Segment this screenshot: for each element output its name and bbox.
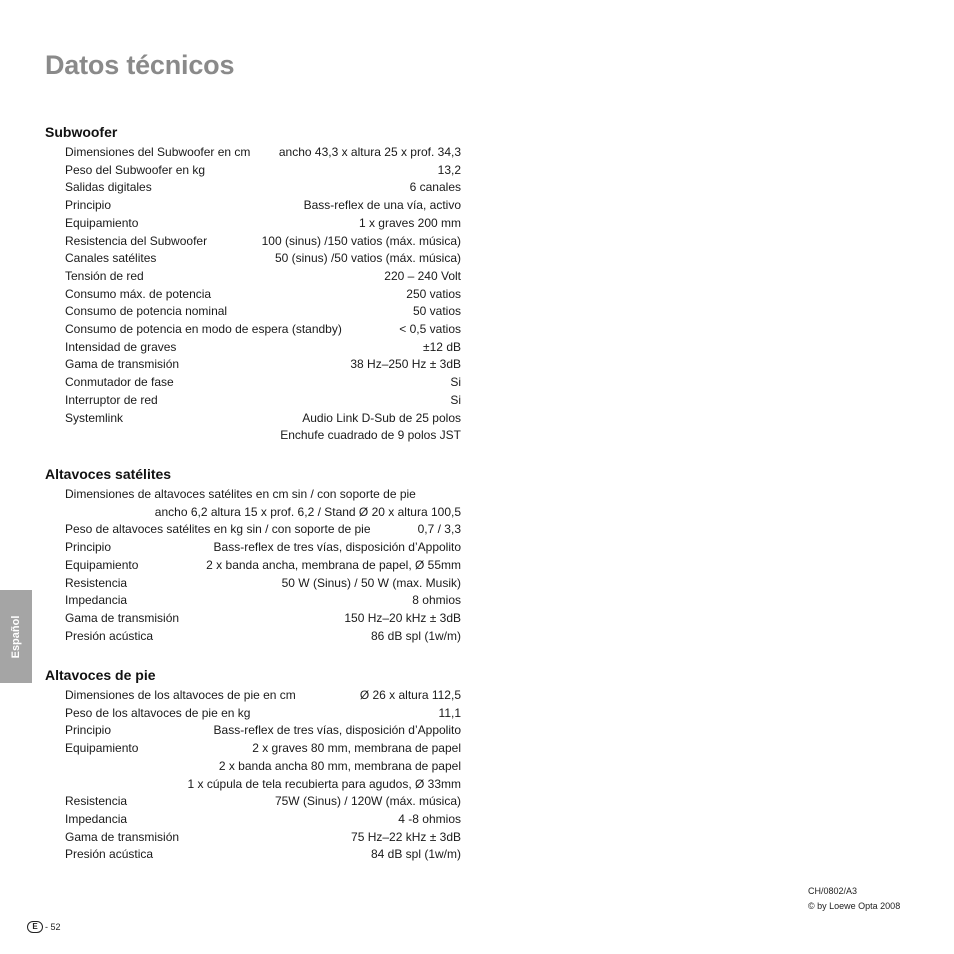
spec-row [65, 356, 461, 374]
spec-label: Resistencia [65, 794, 128, 809]
page-number: - 52 [45, 922, 61, 932]
spec-value: Enchufe cuadrado de 9 polos JST [280, 428, 461, 443]
satellites-section [45, 466, 465, 645]
spec-label: Conmutador de fase [65, 375, 174, 390]
spec-value: ancho 6,2 altura 15 x prof. 6,2 / Stand Ø 20 x altura 100,5 [154, 504, 461, 519]
spec-label: Equipamiento [65, 215, 139, 230]
spec-label: Consumo de potencia en modo de espera (standby) [65, 322, 342, 337]
spec-value: ±12 dB [423, 339, 461, 354]
spec-label: Canales satélites [65, 251, 157, 266]
footer-info [808, 884, 900, 914]
spec-value: 75W (Sinus) / 120W (máx. música) [274, 794, 461, 809]
spec-row [65, 250, 461, 268]
spec-value: Bass-reflex de tres vías, disposición d’Appolito [213, 540, 461, 555]
spec-row [65, 144, 461, 162]
spec-row [65, 610, 461, 628]
spec-row [65, 846, 461, 864]
spec-row [65, 793, 461, 811]
spec-value: Ø 26 x altura 112,5 [359, 688, 461, 702]
spec-label: Tensión de red [65, 268, 144, 283]
spec-value: 2 x banda ancha, membrana de papel, Ø 55mm [206, 557, 461, 572]
spec-row [65, 575, 461, 593]
spec-row [65, 339, 461, 357]
spec-label: Presión acústica [65, 847, 154, 862]
spec-value: 0,7 / 3,3 [417, 522, 461, 537]
spec-label: Gama de transmisión [65, 829, 180, 844]
spec-label: Intensidad de graves [65, 339, 177, 354]
spec-label: Dimensiones del Subwoofer en cm [65, 145, 251, 159]
spec-row [65, 286, 461, 304]
spec-row [65, 740, 461, 758]
floorstanding-spec-list [45, 687, 461, 864]
spec-value: 11,1 [438, 705, 461, 720]
spec-row [65, 557, 461, 575]
spec-row [65, 179, 461, 197]
spec-row [65, 811, 461, 829]
spec-label: Peso del Subwoofer en kg [65, 162, 206, 177]
spec-label: Principio [65, 723, 112, 738]
spec-value: 50 vatios [412, 304, 461, 319]
spec-label: Presión acústica [65, 628, 154, 643]
spec-value: 84 dB spl (1w/m) [370, 847, 461, 862]
spec-row [65, 705, 461, 723]
copyright: © by Loewe Opta 2008 [808, 901, 901, 911]
spec-value: 4 -8 ohmios [398, 811, 461, 826]
spec-value: 1 x graves 200 mm [358, 215, 461, 230]
spec-value: 50 (sinus) /50 vatios (máx. música) [274, 251, 461, 266]
spec-row [65, 197, 461, 215]
spec-row [65, 628, 461, 646]
spec-row [65, 303, 461, 321]
spec-value [438, 486, 461, 504]
spec-value: Si [450, 375, 461, 390]
spec-label: Dimensiones de los altavoces de pie en cm [65, 688, 296, 702]
spec-label: Interruptor de red [65, 392, 158, 407]
spec-value: 75 Hz–22 kHz ± 3dB [351, 829, 461, 844]
spec-label: Resistencia del Subwoofer [65, 233, 208, 248]
spec-value: 8 ohmios [412, 593, 461, 608]
spec-label: Equipamiento [65, 557, 139, 572]
spec-row [65, 776, 461, 794]
spec-value: Bass-reflex de tres vías, disposición d’Appolito [213, 723, 461, 738]
spec-label: Equipamiento [65, 741, 139, 756]
spec-value: Bass-reflex de una vía, activo [303, 198, 461, 213]
subwoofer-spec-list [45, 144, 461, 445]
spec-row [65, 215, 461, 233]
spec-label: Consumo de potencia nominal [65, 304, 228, 319]
spec-row [65, 427, 461, 445]
spec-value: 220 – 240 Volt [384, 268, 461, 283]
spec-value: 100 (sinus) /150 vatios (máx. música) [261, 233, 461, 248]
spec-row [65, 392, 461, 410]
spec-label: Principio [65, 198, 112, 213]
language-badge-icon: E [27, 921, 43, 933]
spec-value: 150 Hz–20 kHz ± 3dB [344, 610, 461, 625]
spec-value: 86 dB spl (1w/m) [370, 628, 461, 643]
language-label: Español [10, 615, 22, 658]
spec-row [65, 486, 461, 504]
spec-row [65, 722, 461, 740]
spec-row [65, 162, 461, 180]
floorstanding-section [45, 667, 465, 864]
spec-label: Resistencia [65, 575, 128, 590]
spec-value: 250 vatios [406, 286, 461, 301]
spec-value: ancho 43,3 x altura 25 x prof. 34,3 [278, 145, 461, 159]
spec-row [65, 592, 461, 610]
satellites-spec-list [45, 486, 461, 645]
spec-row [65, 504, 461, 522]
spec-label: Gama de transmisión [65, 610, 180, 625]
spec-row [65, 374, 461, 392]
spec-label: Gama de transmisión [65, 357, 180, 372]
spec-value: Audio Link D-Sub de 25 polos [302, 410, 461, 425]
spec-label: Principio [65, 540, 112, 555]
spec-value: 1 x cúpula de tela recubierta para agudos, Ø 33mm [187, 776, 461, 791]
subwoofer-section [45, 124, 465, 445]
subwoofer-heading: Subwoofer [45, 124, 118, 140]
spec-row [65, 829, 461, 847]
spec-value: 2 x banda ancha 80 mm, membrana de papel [218, 758, 461, 773]
spec-row [65, 321, 461, 339]
spec-label: Impedancia [65, 811, 128, 826]
spec-row [65, 758, 461, 776]
spec-value: < 0,5 vatios [399, 322, 461, 337]
spec-row [65, 233, 461, 251]
spec-label: Dimensiones de altavoces satélites en cm sin / con soporte de pie [65, 487, 416, 501]
document-code: CH/0802/A3 [808, 886, 858, 896]
satellites-heading: Altavoces satélites [45, 466, 172, 482]
page-number-block [27, 921, 61, 933]
spec-label: Consumo máx. de potencia [65, 286, 212, 301]
spec-value: 6 canales [409, 180, 461, 195]
spec-row [65, 521, 461, 539]
spec-row [65, 539, 461, 557]
spec-label: Impedancia [65, 593, 128, 608]
spec-label: Peso de los altavoces de pie en kg [65, 705, 251, 720]
spec-value: 50 W (Sinus) / 50 W (max. Musik) [281, 575, 461, 590]
spec-label: Systemlink [65, 410, 124, 425]
spec-row [65, 410, 461, 428]
floorstanding-heading: Altavoces de pie [45, 667, 156, 683]
language-side-tab [0, 590, 32, 683]
spec-label: Peso de altavoces satélites en kg sin / con soporte de pie [65, 522, 371, 537]
spec-value: 38 Hz–250 Hz ± 3dB [350, 357, 461, 372]
page-title: Datos técnicos [45, 50, 235, 80]
spec-value: 13,2 [437, 162, 461, 177]
spec-value: 2 x graves 80 mm, membrana de papel [252, 741, 461, 756]
spec-value: Si [450, 392, 461, 407]
spec-row [65, 687, 461, 705]
spec-row [65, 268, 461, 286]
spec-label: Salidas digitales [65, 180, 152, 195]
